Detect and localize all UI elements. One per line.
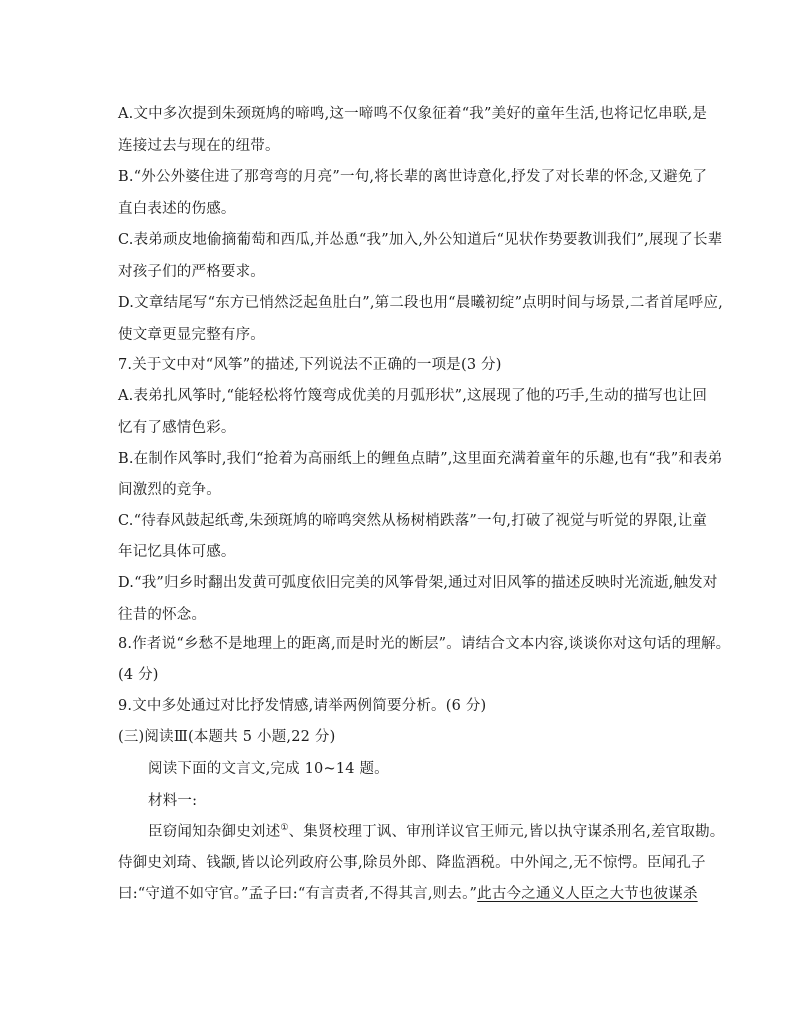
passage-line1: [148, 822, 725, 842]
q7-option-c-line1: C.“待春风鼓起纸鸢,朱颈斑鸠的啼鸣突然从杨树梢跌落”一句,打破了视觉与听觉的界限,让童: [118, 513, 708, 529]
q6-option-b-line2: 直白表述的伤感。: [118, 201, 236, 217]
passage-line3: [118, 884, 698, 904]
q6-option-b-line1: B.“外公外婆住进了那弯弯的月亮”一句,将长辈的离世诗意化,抒发了对长辈的怀念,又避免了: [118, 169, 708, 185]
passage-line2: 侍御史刘琦、钱颛,皆以论列政府公事,除员外郎、降监酒税。中外闻之,无不惊愕。臣闻孔子: [118, 855, 706, 871]
q7-option-c-line2: 年记忆具体可感。: [118, 544, 236, 560]
q7-option-a-line2: 忆有了感情色彩。: [118, 420, 236, 436]
q6-option-d-line1: D.文章结尾写“东方已悄然泛起鱼肚白”,第二段也用“晨曦初绽”点明时间与场景,二者首尾呼应,: [118, 295, 723, 311]
section3-instruction: 阅读下面的文言文,完成 10~14 题。: [148, 761, 389, 777]
section3-title: (三)阅读Ⅲ(本题共 5 小题,22 分): [118, 729, 336, 745]
q8-line2: (4 分): [118, 667, 159, 683]
q7-option-b-line1: B.在制作风筝时,我们“抢着为高丽纸上的鲤鱼点睛”,这里面充满着童年的乐趣,也有“我”和表弟: [118, 451, 723, 467]
q7-option-a-line1: A.表弟扎风筝时,“能轻松将竹篾弯成优美的月弧形状”,这展现了他的巧手,生动的描写也让回: [118, 388, 708, 404]
q6-option-c-line2: 对孩子们的严格要求。: [118, 264, 265, 280]
material-label: 材料一:: [148, 793, 198, 809]
footnote-marker: ①: [280, 823, 289, 834]
passage-line1-start: 臣窃闻知杂御史刘述: [148, 824, 281, 840]
q6-option-a-line2: 连接过去与现在的纽带。: [118, 138, 280, 154]
q7-option-d-line1: D.“我”归乡时翻出发黄可弧度依旧完美的风筝骨架,通过对旧风筝的描述反映时光流逝,触发对: [118, 575, 718, 591]
passage-line3-start: 曰:“守道不如守官。”孟子曰:“有言责者,不得其言,则去。”: [118, 886, 478, 902]
q6-option-d-line2: 使文章更显完整有序。: [118, 327, 265, 343]
passage-line1-end: 、集贤校理丁讽、审刑详议官王师元,皆以执守谋杀刑名,差官取勘。: [288, 824, 725, 840]
underlined-passage: 此古今之通义人臣之大节也彼谋杀: [477, 886, 698, 902]
q8-line1: 8.作者说“乡愁不是地理上的距离,而是时光的断层”。请结合文本内容,谈谈你对这句话的理解。: [118, 636, 731, 652]
q7-option-d-line2: 往昔的怀念。: [118, 607, 207, 623]
q7-option-b-line2: 间激烈的竞争。: [118, 482, 221, 498]
q7-stem: 7.关于文中对“风筝”的描述,下列说法不正确的一项是(3 分): [118, 357, 502, 373]
q9: 9.文中多处通过对比抒发情感,请举两例简要分析。(6 分): [118, 698, 487, 714]
q6-option-c-line1: C.表弟顽皮地偷摘葡萄和西瓜,并怂恿“我”加入,外公知道后“见状作势要教训我们”,展现了长辈: [118, 232, 723, 248]
q6-option-a-line1: A.文中多次提到朱颈斑鸠的啼鸣,这一啼鸣不仅象征着“我”美好的童年生活,也将记忆串联,是: [118, 106, 708, 122]
